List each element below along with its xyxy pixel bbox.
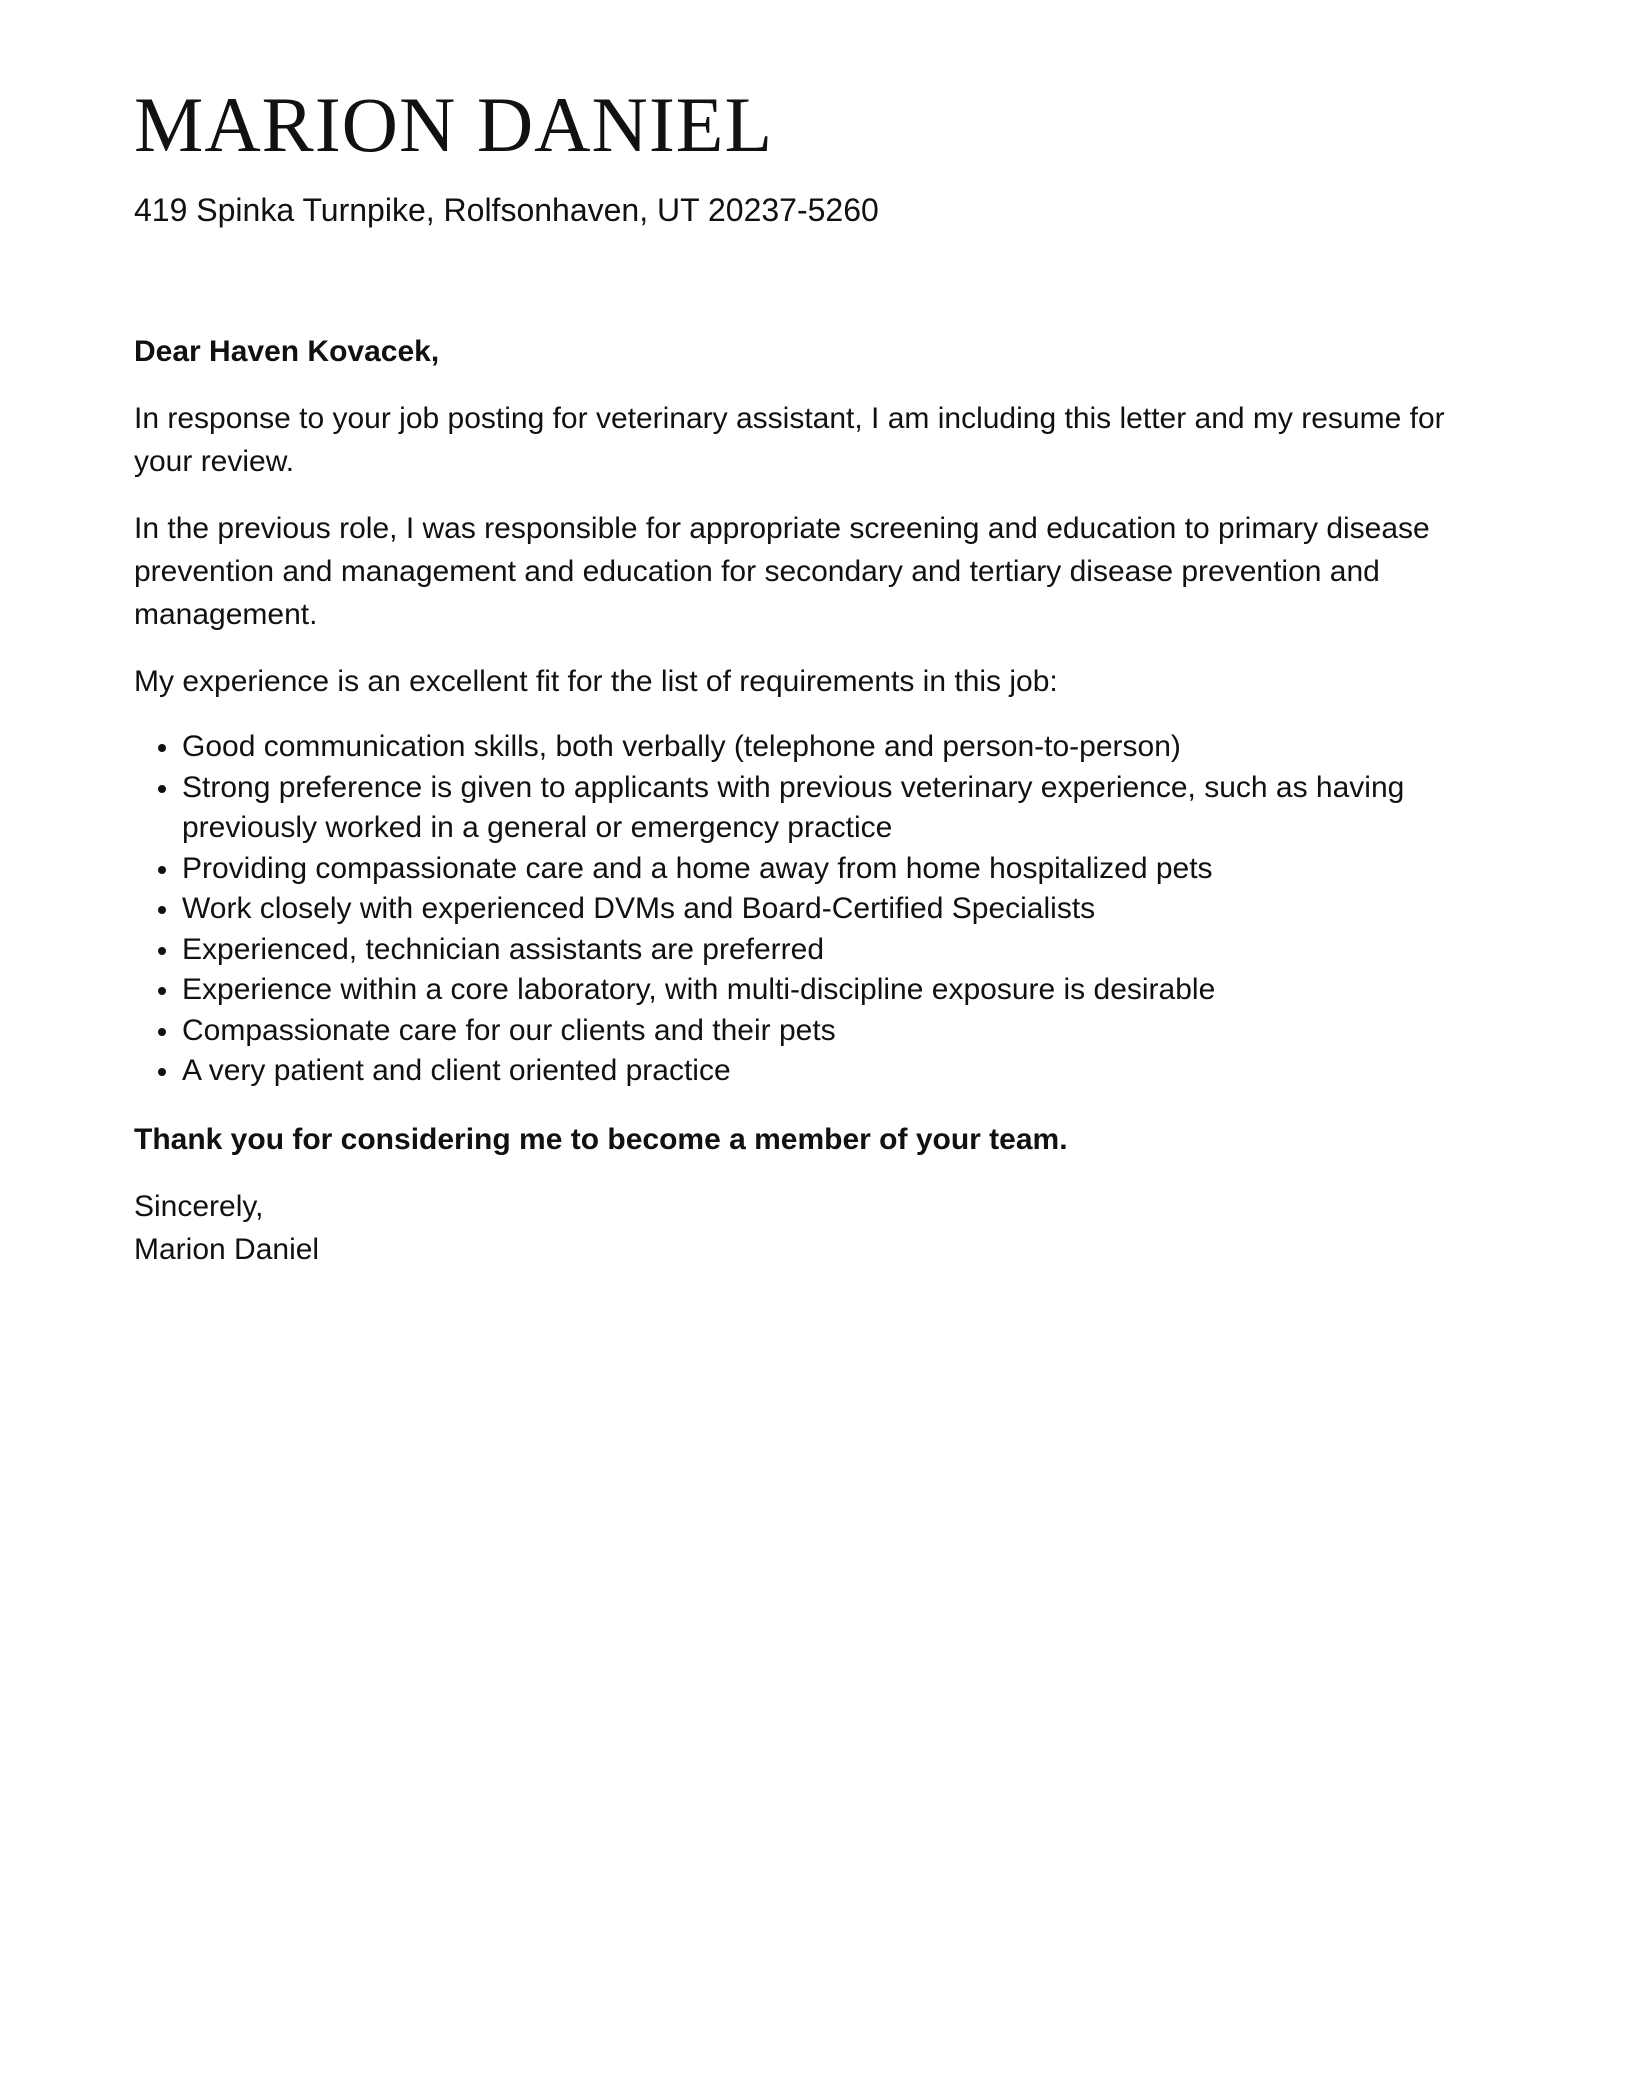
letter-body (134, 330, 1499, 1271)
requirements-intro: My experience is an excellent fit for the list of requirements in this job: (134, 665, 1058, 698)
signoff: Sincerely, (134, 1189, 264, 1223)
salutation: Dear Haven Kovacek, (134, 335, 440, 368)
requirement-item: A very patient and client oriented practice (134, 1051, 1499, 1092)
requirement-item: Compassionate care for our clients and their pets (134, 1011, 1499, 1052)
requirements-list (134, 727, 1499, 1092)
requirement-item: Providing compassionate care and a home away from home hospitalized pets (134, 849, 1499, 890)
requirement-item: Experience within a core laboratory, with multi-discipline exposure is desirable (134, 970, 1499, 1011)
requirement-item: Good communication skills, both verbally (telephone and person-to-person) (134, 727, 1499, 768)
closing-statement: Thank you for considering me to become a member of your team. (134, 1122, 1068, 1156)
experience-paragraph: In the previous role, I was responsible for appropriate screening and education to primary disease prevention and management and education for secondary and tertiary disease prevention and management. (134, 512, 1430, 631)
requirement-item: Strong preference is given to applicants with previous veterinary experience, such as having previously worked in a general or emergency practice (134, 768, 1499, 849)
intro-paragraph: In response to your job posting for veterinary assistant, I am including this letter and my resume for your review. (134, 402, 1445, 478)
cover-letter-page (134, 80, 1499, 1266)
requirement-item: Experienced, technician assistants are preferred (134, 930, 1499, 971)
signature-name: Marion Daniel (134, 1232, 320, 1266)
applicant-address: 419 Spinka Turnpike, Rolfsonhaven, UT 20237-5260 (134, 192, 879, 228)
applicant-name: MARION DANIEL (134, 81, 774, 168)
requirement-item: Work closely with experienced DVMs and Board-Certified Specialists (134, 889, 1499, 930)
